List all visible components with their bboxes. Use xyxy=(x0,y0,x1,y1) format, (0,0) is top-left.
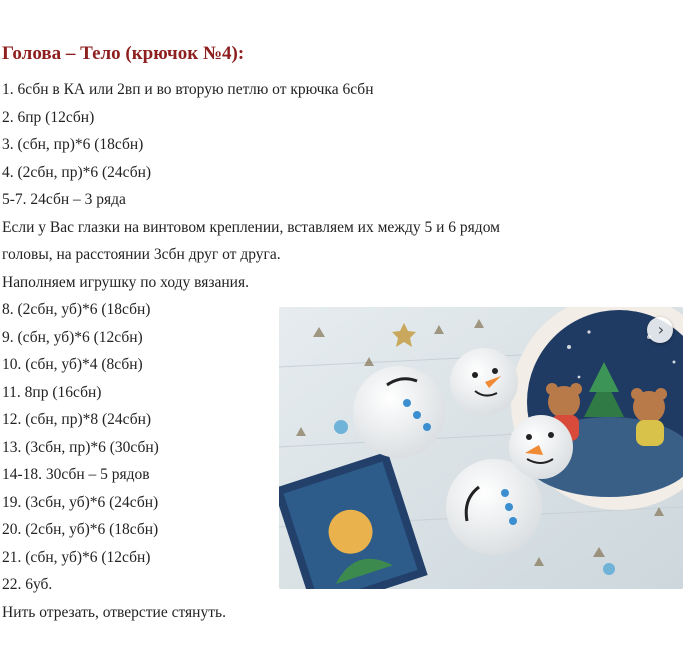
instruction-line: 20. (2сбн, уб)*6 (18сбн) xyxy=(2,521,159,538)
chevron-right-icon: › xyxy=(657,320,665,339)
instruction-line: 3. (сбн, пр)*6 (18сбн) xyxy=(2,136,144,153)
instruction-line: 4. (2сбн, пр)*6 (24сбн) xyxy=(2,164,152,181)
snowman-photo-illustration xyxy=(279,307,683,589)
instruction-line: 2. 6пр (12сбн) xyxy=(2,109,95,126)
instruction-line: 10. (сбн, уб)*4 (8сбн) xyxy=(2,356,143,373)
instruction-line: 1. 6сбн в КА или 2вп и во вторую петлю от крючка 6сбн xyxy=(2,81,374,98)
instruction-line: 14-18. 30сбн – 5 рядов xyxy=(2,466,150,483)
instruction-line: Наполняем игрушку по ходу вязания. xyxy=(2,274,249,291)
instruction-line: 5-7. 24сбн – 3 ряда xyxy=(2,191,126,208)
instruction-line: 11. 8пр (16сбн) xyxy=(2,384,102,401)
instruction-line: 9. (сбн, уб)*6 (12сбн) xyxy=(2,329,143,346)
instruction-line: 12. (сбн, пр)*8 (24сбн) xyxy=(2,411,152,428)
instruction-line: Нить отрезать, отверстие стянуть. xyxy=(2,604,226,621)
snowman-photo xyxy=(279,307,683,589)
photo-next-button[interactable] xyxy=(647,317,673,343)
instruction-line: 19. (3сбн, уб)*6 (24сбн) xyxy=(2,494,159,511)
pattern-title: Голова – Тело (крючок №4): xyxy=(2,43,245,64)
instruction-line: головы, на расстоянии 3сбн друг от друга. xyxy=(2,246,281,263)
instruction-line: 22. 6уб. xyxy=(2,576,53,593)
instruction-line: 8. (2сбн, уб)*6 (18сбн) xyxy=(2,301,151,318)
instruction-line: 21. (сбн, уб)*6 (12сбн) xyxy=(2,549,151,566)
instruction-line: 13. (3сбн, пр)*6 (30сбн) xyxy=(2,439,159,456)
instruction-line: Если у Вас глазки на винтовом креплении, вставляем их между 5 и 6 рядом xyxy=(2,219,500,236)
